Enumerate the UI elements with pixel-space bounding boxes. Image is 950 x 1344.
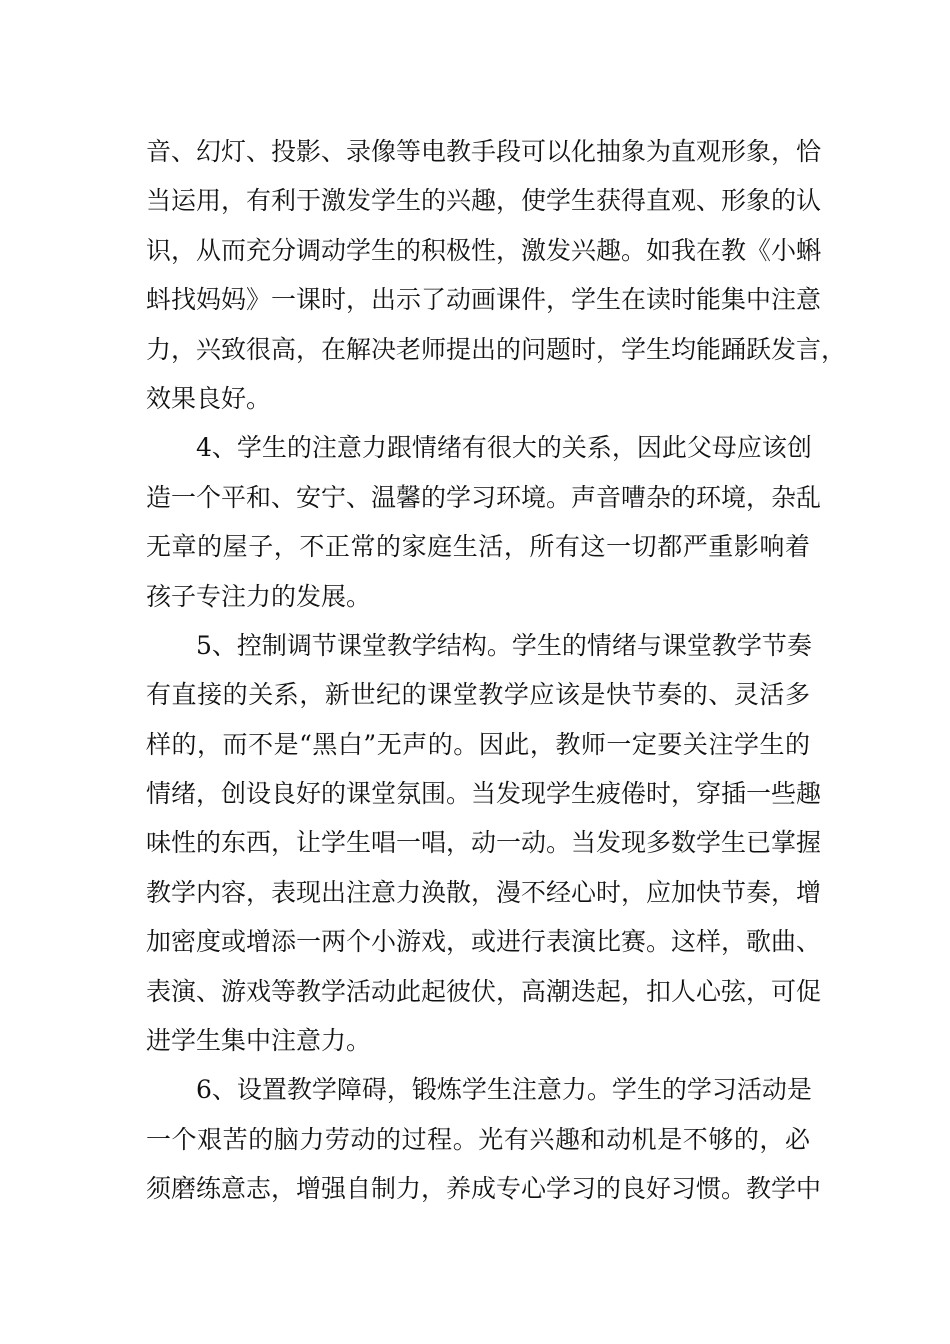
text-line: 教学内容，表现出注意力涣散，漫不经心时，应加快节奏，增 <box>146 877 822 907</box>
paragraph-first-line: 5、控制调节课堂教学结构。学生的情绪与课堂教学节奏 <box>196 630 812 660</box>
text-line: 音、幻灯、投影、录像等电教手段可以化抽象为直观形象，恰 <box>146 137 822 166</box>
text-line: 有直接的关系，新世纪的课堂教学应该是快节奏的、灵活多 <box>146 680 810 710</box>
text-line: 孩子专注力的发展。 <box>146 581 372 611</box>
text-line: 情绪，创设良好的课堂氛围。当发现学生疲倦时，穿插一些趣 <box>146 779 822 809</box>
text-line: 味性的东西，让学生唱一唱，动一动。当发现多数学生已掌握 <box>146 828 822 858</box>
text-line: 蚪找妈妈》一课时，出示了动画课件，学生在读时能集中注意 <box>146 285 822 315</box>
text-line: 效果良好。 <box>146 383 272 413</box>
text-line: 力，兴致很高，在解决老师提出的问题时，学生均能踊跃发言， <box>146 334 847 364</box>
text-line: 须磨练意志，增强自制力，养成专心学习的良好习惯。教学中 <box>146 1174 822 1204</box>
paragraph-first-line: 4、学生的注意力跟情绪有很大的关系，因此父母应该创 <box>196 433 812 463</box>
text-line: 识，从而充分调动学生的积极性，激发兴趣。如我在教《小蝌 <box>146 235 822 265</box>
text-line: 表演、游戏等教学活动此起彼伏，高潮迭起，扣人心弦，可促 <box>146 976 822 1006</box>
paragraph-first-line: 6、设置教学障碍，锻炼学生注意力。学生的学习活动是 <box>196 1075 812 1105</box>
text-line: 造一个平和、安宁、温馨的学习环境。声音嘈杂的环境，杂乱 <box>146 482 822 512</box>
text-line: 一个艰苦的脑力劳动的过程。光有兴趣和动机是不够的，必 <box>146 1124 810 1154</box>
text-line: 加密度或增添一两个小游戏，或进行表演比赛。这样，歌曲、 <box>146 927 822 957</box>
body-text <box>146 127 847 1214</box>
text-line: 进学生集中注意力。 <box>146 1026 372 1056</box>
text-line: 当运用，有利于激发学生的兴趣，使学生获得直观、形象的认 <box>146 186 822 216</box>
text-line: 无章的屋子，不正常的家庭生活，所有这一切都严重影响着 <box>146 532 810 562</box>
text-line: 样的，而不是“黑白”无声的。因此，教师一定要关注学生的 <box>146 729 810 759</box>
